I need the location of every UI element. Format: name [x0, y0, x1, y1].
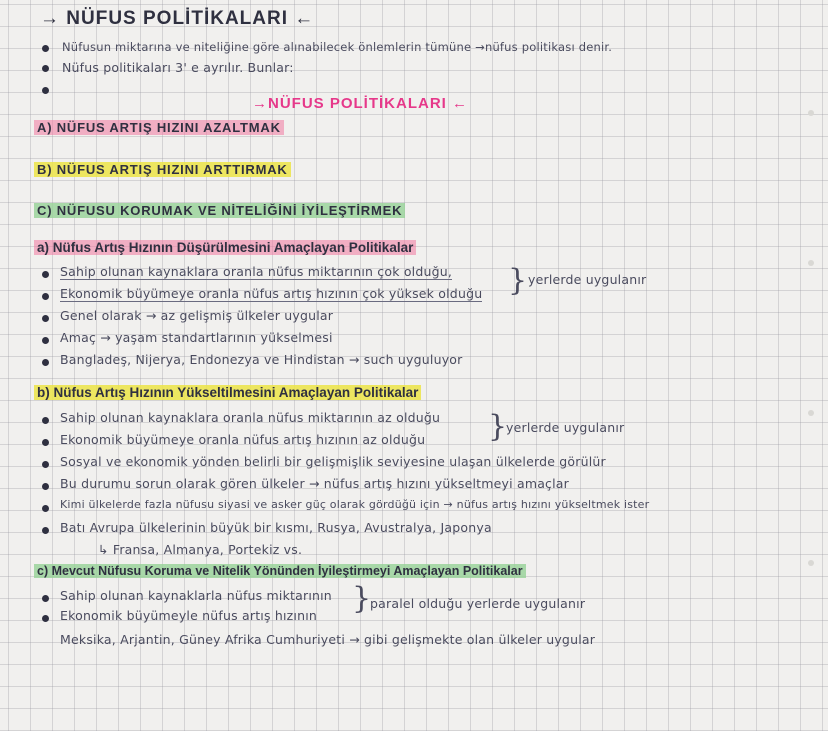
part-b-line: Batı Avrupa ülkelerinin büyük bir kısmı, Rusya, Avustralya, Japonya: [60, 520, 492, 535]
part-c-brace-note: paralel olduğu yerlerde uygulanır: [370, 596, 586, 611]
bullet: [42, 615, 49, 622]
punch-mark: [808, 560, 814, 566]
part-a-line: Ekonomik büyümeye oranla nüfus artış hızının çok yüksek olduğu: [60, 286, 483, 301]
part-a-line: Amaç → yaşam standartlarının yükselmesi: [60, 330, 333, 345]
brace: }: [508, 263, 528, 298]
part-b-line: Kimi ülkelerde fazla nüfusu siyasi ve asker güç olarak gördüğü için → nüfus artış hızını yükseltmek ister: [60, 498, 650, 511]
bullet: [42, 315, 49, 322]
brace: }: [352, 581, 372, 616]
page-title: → NÜFUS POLİTİKALARI ←: [40, 8, 315, 29]
part-b-line: Sosyal ve ekonomik yönden belirli bir gelişmişlik seviyesine ulaşan ülkelerde görülür: [60, 454, 606, 469]
section-c-title: C) NÜFUSU KORUMAK VE NİTELİĞİNİ İYİLEŞTİRMEK: [34, 203, 405, 218]
section-b-title: B) NÜFUS ARTIŞ HIZINI ARTTIRMAK: [34, 162, 291, 177]
bullet: [42, 417, 49, 424]
intro-line-1: Nüfusun miktarına ve niteliğine göre alınabilecek önlemlerin tümüne →nüfus politikası denir.: [62, 40, 613, 54]
bullet: [42, 527, 49, 534]
intro-line-2: Nüfus politikaları 3' e ayrılır. Bunlar:: [62, 60, 294, 75]
part-c-line: Sahip olunan kaynaklarla nüfus miktarının: [60, 588, 332, 603]
bullet: [42, 439, 49, 446]
part-b-line: Bu durumu sorun olarak gören ülkeler → nüfus artış hızını yükseltmeyi amaçlar: [60, 476, 570, 491]
part-a-heading: a) Nüfus Artış Hızının Düşürülmesini Amaçlayan Politikalar: [34, 240, 416, 255]
bullet: [42, 45, 49, 52]
punch-mark: [808, 410, 814, 416]
punch-mark: [808, 260, 814, 266]
bullet: [42, 505, 49, 512]
section-a-title: A) NÜFUS ARTIŞ HIZINI AZALTMAK: [34, 120, 284, 135]
bullet: [42, 461, 49, 468]
part-b-line: Sahip olunan kaynaklara oranla nüfus miktarının az olduğu: [60, 410, 441, 425]
bullet: [42, 337, 49, 344]
bullet: [42, 65, 49, 72]
bullet: [42, 271, 49, 278]
bullet: [42, 595, 49, 602]
part-c-line: Meksika, Arjantin, Güney Afrika Cumhuriyeti → gibi gelişmekte olan ülkeler uygular: [60, 632, 596, 647]
part-a-brace-note: yerlerde uygulanır: [528, 272, 647, 287]
part-b-examples: ↳ Fransa, Almanya, Portekiz vs.: [98, 542, 303, 557]
pink-subtitle: →NÜFUS POLİTİKALARI ←: [252, 95, 468, 112]
punch-mark: [808, 110, 814, 116]
part-a-line: Bangladeş, Nijerya, Endonezya ve Hindistan → such uyguluyor: [60, 352, 463, 367]
part-b-heading: b) Nüfus Artış Hızının Yükseltilmesini Amaçlayan Politikalar: [34, 385, 421, 400]
part-a-line: Genel olarak → az gelişmiş ülkeler uygular: [60, 308, 334, 323]
part-c-heading: c) Mevcut Nüfusu Koruma ve Nitelik Yönünden İyileştirmeyi Amaçlayan Politikalar: [34, 564, 526, 578]
brace: }: [488, 409, 508, 444]
part-b-brace-note: yerlerde uygulanır: [506, 420, 625, 435]
bullet: [42, 293, 49, 300]
bullet: [42, 87, 49, 94]
part-a-line: Sahip olunan kaynaklara oranla nüfus miktarının çok olduğu,: [60, 264, 453, 279]
bullet: [42, 483, 49, 490]
part-b-line: Ekonomik büyümeye oranla nüfus artış hızının az olduğu: [60, 432, 426, 447]
part-c-line: Ekonomik büyümeyle nüfus artış hızının: [60, 608, 318, 623]
bullet: [42, 359, 49, 366]
